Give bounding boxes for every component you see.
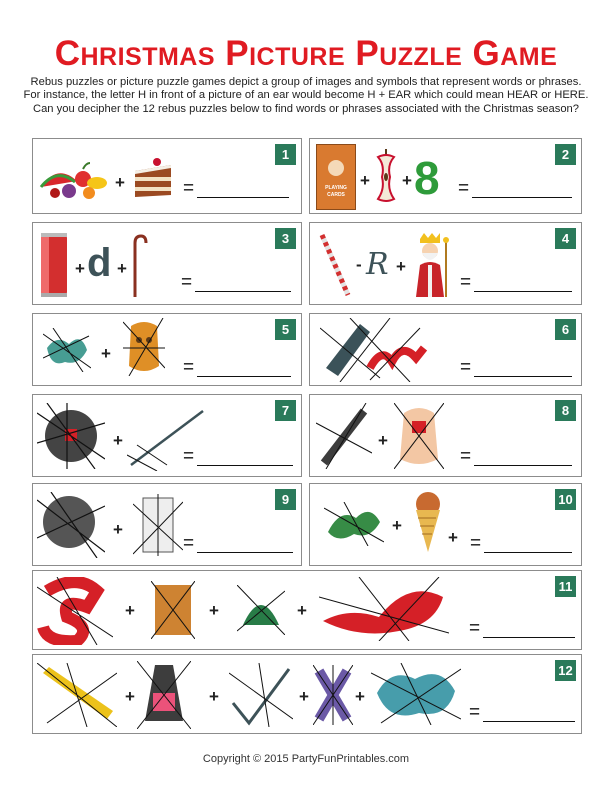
equals-sign: = — [469, 618, 481, 639]
plus-sign: + — [378, 431, 388, 450]
answer-blank[interactable] — [470, 530, 576, 556]
puzzle-number-badge: 7 — [275, 400, 296, 421]
plus-sign: + — [75, 259, 85, 278]
answer-blank[interactable] — [469, 615, 577, 641]
equals-sign: = — [183, 357, 195, 378]
plus-sign: + — [125, 601, 135, 620]
puzzle-number-badge: 10 — [555, 489, 576, 510]
obscured-picture-icon — [37, 577, 113, 645]
equals-sign: = — [183, 178, 195, 199]
soda-can-icon — [39, 231, 69, 299]
answer-line — [474, 465, 572, 466]
plus-sign: + — [448, 528, 458, 547]
answer-blank[interactable] — [183, 530, 295, 556]
answer-line — [483, 637, 575, 638]
plus-sign: + — [115, 173, 125, 192]
plus-sign: + — [355, 687, 365, 706]
obscured-picture-icon — [123, 318, 165, 376]
obscured-picture-icon — [37, 663, 117, 727]
playing-cards-icon — [316, 144, 356, 210]
puzzle-number-badge: 11 — [555, 576, 576, 597]
puzzle-panel-12 — [32, 654, 582, 734]
puzzle-number-badge: 5 — [275, 319, 296, 340]
answer-line — [472, 197, 572, 198]
plus-sign: + — [297, 601, 307, 620]
answer-blank[interactable] — [183, 175, 293, 201]
intro-line-1: Rebus puzzles or picture puzzle games depict a group of images and symbols that represent words or phrases. — [30, 76, 582, 88]
answer-line — [474, 376, 572, 377]
digit-eight: 8 — [414, 152, 440, 204]
puzzle-number-badge: 12 — [555, 660, 576, 681]
puzzle-number-badge: 8 — [555, 400, 576, 421]
puzzle-panel-1 — [32, 138, 302, 214]
answer-blank[interactable] — [183, 443, 295, 469]
plus-sign: + — [101, 344, 111, 363]
obscured-picture-icon — [320, 318, 430, 382]
plus-sign: + — [402, 171, 412, 190]
answer-blank[interactable] — [183, 354, 293, 380]
answer-line — [484, 552, 572, 553]
minus-sign: - — [356, 255, 362, 274]
obscured-picture-icon — [37, 403, 105, 469]
obscured-picture-icon — [43, 328, 91, 372]
plus-sign: + — [125, 687, 135, 706]
puzzle-panel-9 — [32, 483, 302, 566]
puzzle-number-badge: 9 — [275, 489, 296, 510]
puzzle-number-badge: 3 — [275, 228, 296, 249]
obscured-picture-icon — [237, 585, 285, 635]
puzzle-number-badge: 6 — [555, 319, 576, 340]
plus-sign: + — [396, 257, 406, 276]
plus-sign: + — [392, 516, 402, 535]
puzzle-panel-4 — [309, 222, 582, 305]
answer-line — [197, 197, 289, 198]
plus-sign: + — [113, 520, 123, 539]
answer-blank[interactable] — [458, 175, 576, 201]
equals-sign: = — [469, 702, 481, 723]
obscured-picture-icon — [316, 403, 372, 469]
obscured-picture-icon — [324, 502, 384, 546]
plus-sign: + — [360, 171, 370, 190]
answer-blank[interactable] — [181, 269, 293, 295]
straw-icon — [318, 231, 352, 299]
equals-sign: = — [183, 446, 195, 467]
page-title: Christmas Picture Puzzle Game — [54, 34, 558, 73]
equals-sign: = — [458, 178, 470, 199]
puzzle-panel-2 — [309, 138, 582, 214]
equals-sign: = — [181, 272, 193, 293]
plus-sign: + — [209, 687, 219, 706]
puzzle-panel-11 — [32, 570, 582, 650]
card-label-playing: PLAYING — [325, 185, 347, 191]
puzzle-panel-8 — [309, 394, 582, 477]
answer-line — [197, 552, 293, 553]
equals-sign: = — [460, 357, 472, 378]
obscured-picture-icon — [151, 581, 195, 639]
obscured-picture-icon — [133, 494, 183, 556]
plus-sign: + — [113, 431, 123, 450]
card-label-cards: CARDS — [327, 192, 345, 198]
answer-blank[interactable] — [460, 354, 576, 380]
card-heart-icon — [328, 160, 344, 176]
answer-line — [195, 291, 291, 292]
ice-cream-cone-icon — [410, 490, 446, 556]
puzzle-panel-5 — [32, 313, 302, 386]
intro-line-2: For instance, the letter H in front of a picture of an ear would become H + EAR which could mean HEAR or HERE. — [23, 89, 589, 102]
puzzle-panel-3 — [32, 222, 302, 305]
obscured-picture-icon — [319, 577, 449, 641]
puzzle-panel-7 — [32, 394, 302, 477]
apple-core-icon — [373, 147, 399, 207]
plus-sign: + — [117, 259, 127, 278]
equals-sign: = — [470, 533, 482, 554]
puzzle-panel-6 — [309, 313, 582, 386]
equals-sign: = — [183, 533, 195, 554]
answer-line — [197, 465, 293, 466]
answer-blank[interactable] — [460, 443, 576, 469]
copyright-footer: Copyright © 2015 PartyFunPrintables.com — [202, 753, 410, 765]
puzzle-number-badge: 1 — [275, 144, 296, 165]
obscured-picture-icon — [229, 663, 293, 727]
equals-sign: = — [460, 272, 472, 293]
obscured-picture-icon — [371, 663, 461, 725]
letter-r: R — [366, 247, 389, 282]
king-icon — [410, 231, 450, 299]
plus-sign: + — [299, 687, 309, 706]
cake-icon — [131, 155, 175, 201]
intro-text — [20, 76, 592, 116]
answer-line — [483, 721, 575, 722]
obscured-picture-icon — [137, 661, 191, 729]
obscured-picture-icon — [313, 665, 353, 725]
puzzle-number-badge: 4 — [555, 228, 576, 249]
cane-icon — [129, 233, 149, 299]
intro-line-3: Can you decipher the 12 rebus puzzles below to find words or phrases associated with the Christmas season? — [33, 102, 579, 115]
letter-d: d — [87, 241, 112, 285]
plus-sign: + — [209, 601, 219, 620]
fruit-icon — [39, 157, 111, 201]
equals-sign: = — [460, 446, 472, 467]
answer-blank[interactable] — [469, 699, 577, 725]
puzzle-panel-10 — [309, 483, 582, 566]
puzzle-number-badge: 2 — [555, 144, 576, 165]
answer-blank[interactable] — [460, 269, 576, 295]
obscured-picture-icon — [394, 403, 444, 469]
answer-line — [197, 376, 291, 377]
answer-line — [474, 291, 572, 292]
obscured-picture-icon — [37, 492, 105, 558]
